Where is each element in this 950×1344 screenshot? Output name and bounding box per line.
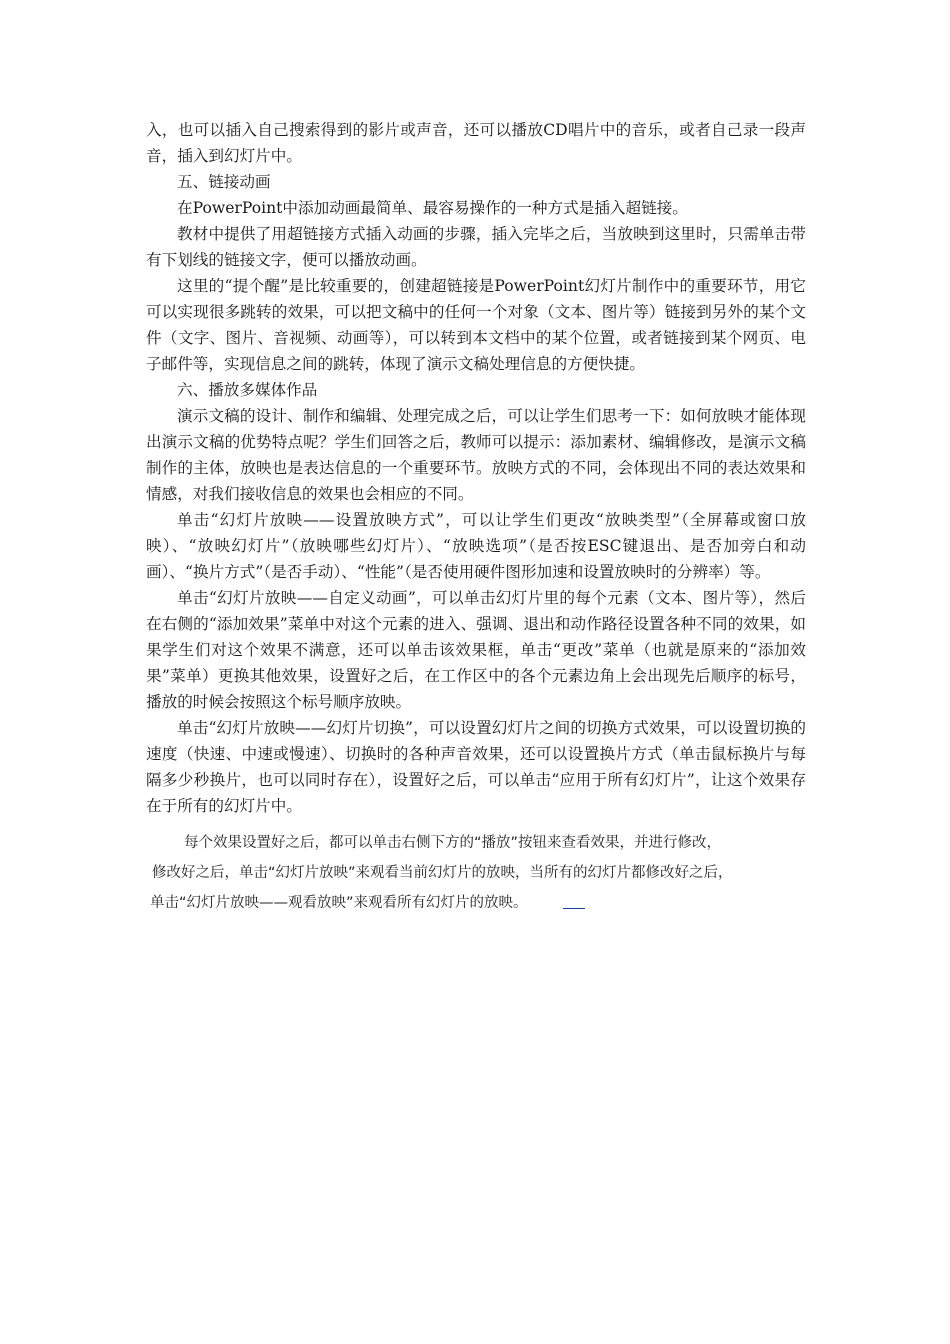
paragraph: 这里的“提个醒”是比较重要的，创建超链接是PowerPoint幻灯片制作中的重要环节，用它可以实现很多跳转的效果，可以把文稿中的任何一个对象（文本、图片等）链接到另外的某个文件（文字、图片、音视频、动画等），可以转到本文档中的某个位置，或者链接到某个网页、电子邮件等，实现信息之间的跳转，体现了演示文稿处理信息的方便快捷。 bbox=[146, 277, 806, 373]
paragraph: 单击“幻灯片放映——幻灯片切换”，可以设置幻灯片之间的切换方式效果，可以设置切换的速度（快速、中速或慢速）、切换时的各种声音效果，还可以设置换片方式（单击鼠标换片与每隔多少秒换片，也可以同时存在），设置好之后，可以单击“应用于所有幻灯片”，让这个效果存在于所有的幻灯片中。 bbox=[146, 719, 806, 815]
paragraph: 演示文稿的设计、制作和编辑、处理完成之后，可以让学生们思考一下：如何放映才能体现出演示文稿的优势特点呢？学生们回答之后，教师可以提示：添加素材、编辑修改，是演示文稿制作的主体，放映也是表达信息的一个重要环节。放映方式的不同，会体现出不同的表达效果和情感，对我们接收信息的效果也会相应的不同。 bbox=[146, 407, 806, 503]
image-text-line: 单击“幻灯片放映——观看放映”来观看所有幻灯片的放映。 bbox=[150, 895, 528, 911]
underline-mark bbox=[563, 908, 585, 909]
paragraph: 单击“幻灯片放映——自定义动画”，可以单击幻灯片里的每个元素（文本、图片等），然后在右侧的“添加效果”菜单中对这个元素的进入、强调、退出和动作路径设置各种不同的效果，如果学生们对这个效果不满意，还可以单击该效果框，单击“更改”菜单（也就是原来的“添加效果”菜单）更换其他效果，设置好之后，在工作区中的各个元素边角上会出现先后顺序的标号，播放的时候会按照这个标号顺序放映。 bbox=[146, 589, 806, 711]
image-text-line: 修改好之后，单击“幻灯片放映”来观看当前幻灯片的放映，当所有的幻灯片都修改好之后， bbox=[152, 865, 733, 881]
section-heading-link-animation: 五、链接动画 bbox=[177, 173, 271, 191]
section-heading-play-multimedia: 六、播放多媒体作品 bbox=[177, 381, 318, 399]
document-body bbox=[146, 117, 806, 819]
paragraph: 单击“幻灯片放映——设置放映方式”，可以让学生们更改“放映类型”（全屏幕或窗口放映）、“放映幻灯片”（放映哪些幻灯片）、“放映选项”（是否按ESC键退出、是否加旁白和动画）、“换片方式”（是否手动）、“性能”（是否使用硬件图形加速和设置放映时的分辨率）等。 bbox=[146, 511, 806, 581]
paragraph: 在PowerPoint中添加动画最简单、最容易操作的一种方式是插入超链接。 bbox=[177, 199, 688, 217]
image-text-line: 每个效果设置好之后，都可以单击右侧下方的“播放”按钮来查看效果，并进行修改， bbox=[184, 835, 722, 851]
paragraph: 教材中提供了用超链接方式插入动画的步骤，插入完毕之后，当放映到这里时，只需单击带有下划线的链接文字，便可以播放动画。 bbox=[146, 225, 806, 269]
embedded-text-image bbox=[150, 828, 770, 918]
paragraph-continuation: 入，也可以插入自己搜索得到的影片或声音，还可以播放CD唱片中的音乐，或者自己录一段声音，插入到幻灯片中。 bbox=[146, 121, 806, 165]
